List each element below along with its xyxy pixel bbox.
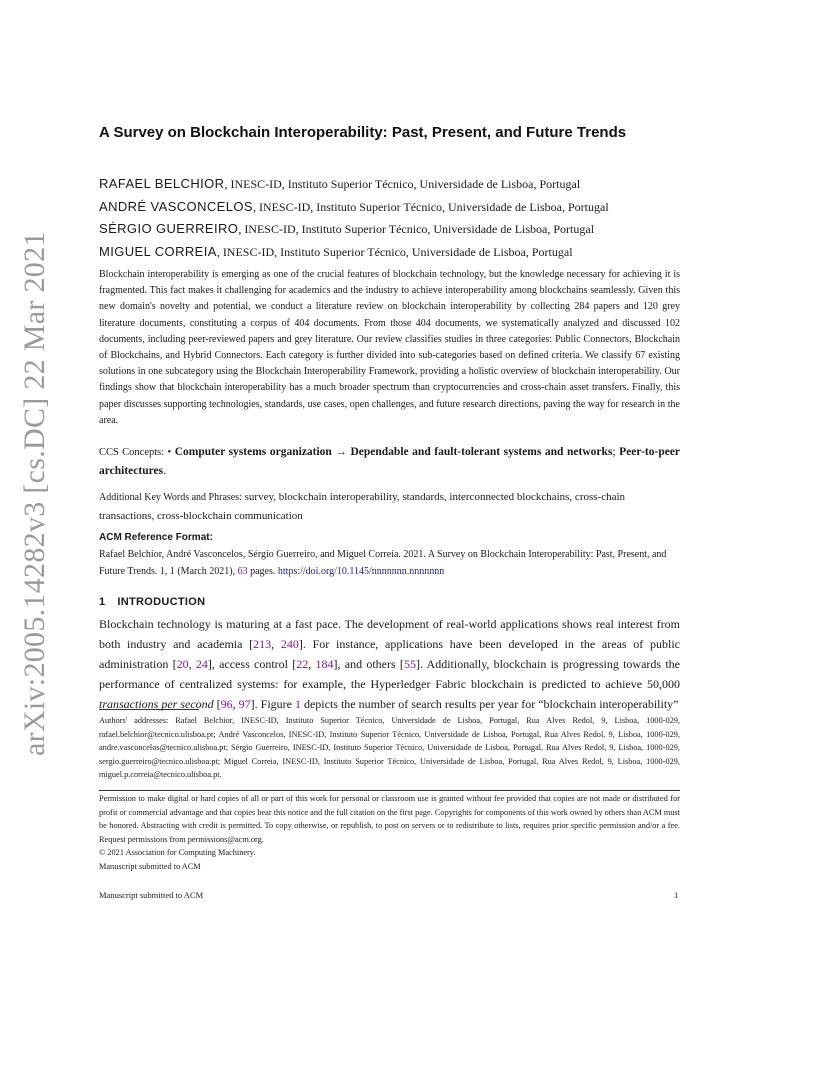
citation-link[interactable]: 97 [238, 697, 251, 711]
author-name: SÉRGIO GUERREIRO [99, 221, 239, 236]
ccs-concept: Peer-to-peer architectures [99, 446, 681, 477]
intro-text: ]. Figure [250, 697, 295, 711]
author-affiliation: , INESC-ID, Instituto Superior Técnico, Universidade de Lisboa, Portugal [216, 244, 573, 259]
acm-reference-heading: ACM Reference Format: [99, 532, 213, 543]
author-list [99, 173, 699, 263]
author-entry [99, 241, 699, 264]
footer-left: Manuscript submitted to ACM [99, 890, 204, 900]
citation-link[interactable]: 24 [195, 657, 208, 671]
citation-link[interactable]: 22 [296, 657, 309, 671]
copyright-line: © 2021 Association for Computing Machinery. [99, 848, 256, 858]
figure-ref-link[interactable]: 1 [294, 697, 301, 711]
author-name: ANDRÉ VASCONCELOS [99, 198, 253, 214]
intro-emphasis: transactions per second [99, 697, 214, 711]
ccs-label: CCS Concepts: • [99, 447, 172, 458]
page-number: 1 [674, 890, 679, 900]
author-addresses-footnote: Authors' addresses: Rafael Belchior, INESC-ID, Instituto Superior Técnico, Universidade de Lisboa, Portugal, Rua Alves Redol, 9, Lisboa, 1000-029, rafael.belchior@tecnico.ulisboa.pt; André Vasconcelos, INESC-ID, Instituto Superior Técnico, Universidade de Lisboa, Portugal, Rua Alves Redol, 9, Lisboa, 1000-029, andre.vasconcelos@tecnico.ulisboa.pt; Sérgio Guerreiro, INESC-ID, Instituto Superior Técnico, Universidade de Lisboa, Portugal, Rua Alves Redol, 9, Lisboa, 1000-029, sergio.guerreiro@tecnico.ulisboa.pt; Miguel Correia, INESC-ID, Instituto Superior Técnico, Universidade de Lisboa, Portugal, Rua Alves Redol, 9, Lisboa, 1000-029, miguel.p.correia@tecnico.ulisboa.pt. [99, 716, 680, 780]
citation-link[interactable]: 55 [403, 657, 416, 671]
section-number: 1 [99, 596, 106, 608]
author-affiliation: , INESC-ID, Instituto Superior Técnico, Universidade de Lisboa, Portugal [224, 177, 581, 191]
author-entry [99, 173, 699, 196]
citation-link[interactable]: 184 [315, 657, 334, 671]
acm-reference [99, 546, 680, 580]
intro-text: depicts the number of search results per year for “blockchain interoperability” [300, 697, 679, 711]
intro-text: , [232, 697, 239, 711]
intro-text: ]. For instance, applications have been developed in the areas of public administration [ [99, 637, 680, 671]
pages-suffix: pages. [250, 566, 276, 577]
intro-text: , [271, 637, 281, 651]
intro-text: ]. Additionally, blockchain is progressing towards the performance of centralized systems: for example, the Hyperledger Fabric blockchain is predicted to achieve 50,000 [99, 657, 680, 691]
intro-text: [ [213, 697, 221, 711]
ccs-concept: Computer systems organization [174, 446, 332, 458]
intro-text: ], access control [ [207, 657, 297, 671]
ccs-concepts [99, 443, 680, 480]
paper-title: A Survey on Blockchain Interoperability: Past, Present, and Future Trends [99, 124, 627, 141]
permission-block [99, 792, 680, 874]
intro-text: Blockchain technology is maturing at a fast pace. The development of real-world applications shows real interest from both industry and academia [ [99, 617, 680, 651]
author-name: RAFAEL BELCHIOR [99, 176, 225, 191]
author-entry [99, 218, 699, 241]
ccs-end: . [163, 465, 166, 477]
abstract: Blockchain interoperability is emerging as one of the crucial features of blockchain technology, but the knowledge necessary for achieving it is fragmented. This fact makes it challenging for academics and the industry to achieve interoperability among blockchains seamlessly. Given this new domain's novelty and potential, we conduct a literature review on blockchain interoperability by collecting 284 papers and 120 grey literature documents, constituting a corpus of 404 documents. From those 404 documents, we systematically analyzed and discussed 102 documents, including peer-reviewed papers and grey literature. Our review classifies studies in three categories: Public Connectors, Blockchain of Blockchains, and Hybrid Connectors. Each category is further divided into sub-categories based on defined criteria. We classify 67 existing solutions in one subcategory using the Blockchain Interoperability Framework, providing a holistic overview of blockchain interoperability. Our findings show that blockchain interoperability has a much broader spectrum than cryptocurrencies and cross-chain asset transfers. Finally, this paper discusses supporting technologies, standards, use cases, open challenges, and future research directions, paving the way for research in the area. [99, 269, 680, 426]
page-count-link[interactable]: 63 [237, 566, 248, 577]
permission-notice: Permission to make digital or hard copies of all or part of this work for personal or classroom use is granted without fee provided that copies are not made or distributed for profit or commercial advantage and that copies bear this notice and the full citation on the first page. Copyrights for components of this work owned by others than ACM must be honored. Abstracting with credit is permitted. To copy otherwise, or republish, to post on servers or to redistribute to lists, requires prior specific permission and/or a fee. Request permissions from permissions@acm.org. [99, 794, 680, 844]
manuscript-note: Manuscript submitted to ACM [99, 861, 201, 871]
keywords [99, 488, 680, 525]
intro-text: ], and others [ [333, 657, 404, 671]
author-affiliation: , INESC-ID, Instituto Superior Técnico, Universidade de Lisboa, Portugal [238, 222, 595, 236]
keywords-text: survey, blockchain interoperability, standards, interconnected blockchains, cross-chain transactions, cross-blockchain communication [99, 491, 626, 522]
section-title: INTRODUCTION [117, 596, 206, 608]
arxiv-stamp: arXiv:2005.14282v3 [cs.DC] 22 Mar 2021 [18, 231, 51, 756]
intro-text: , [308, 657, 316, 671]
footnote-rule [99, 709, 199, 710]
citation-link[interactable]: 96 [220, 697, 233, 711]
acm-reference-text: Rafael Belchior, André Vasconcelos, Sérgio Guerreiro, and Miguel Correia. 2021. A Survey on Blockchain Interoperability: Past, Present, and Future Trends. 1, 1 (March 2021), [99, 549, 667, 577]
permission-rule [99, 790, 680, 791]
citation-link[interactable]: 20 [176, 657, 189, 671]
citation-link[interactable]: 213 [253, 637, 272, 651]
ccs-separator: ; [612, 446, 616, 458]
intro-paragraph [99, 614, 680, 714]
citation-link[interactable]: 240 [280, 637, 299, 651]
section-heading [99, 596, 205, 608]
doi-link[interactable]: https://doi.org/10.1145/nnnnnnn.nnnnnnn [277, 566, 445, 577]
author-name: MIGUEL CORREIA [99, 243, 217, 259]
ccs-concept: Dependable and fault-tolerant systems and networks [350, 446, 613, 458]
keywords-label: Additional Key Words and Phrases: [99, 492, 242, 503]
author-entry [99, 196, 699, 219]
intro-text: , [188, 657, 196, 671]
ccs-arrow: → [335, 446, 347, 458]
author-affiliation: , INESC-ID, Instituto Superior Técnico, Universidade de Lisboa, Portugal [252, 199, 609, 214]
